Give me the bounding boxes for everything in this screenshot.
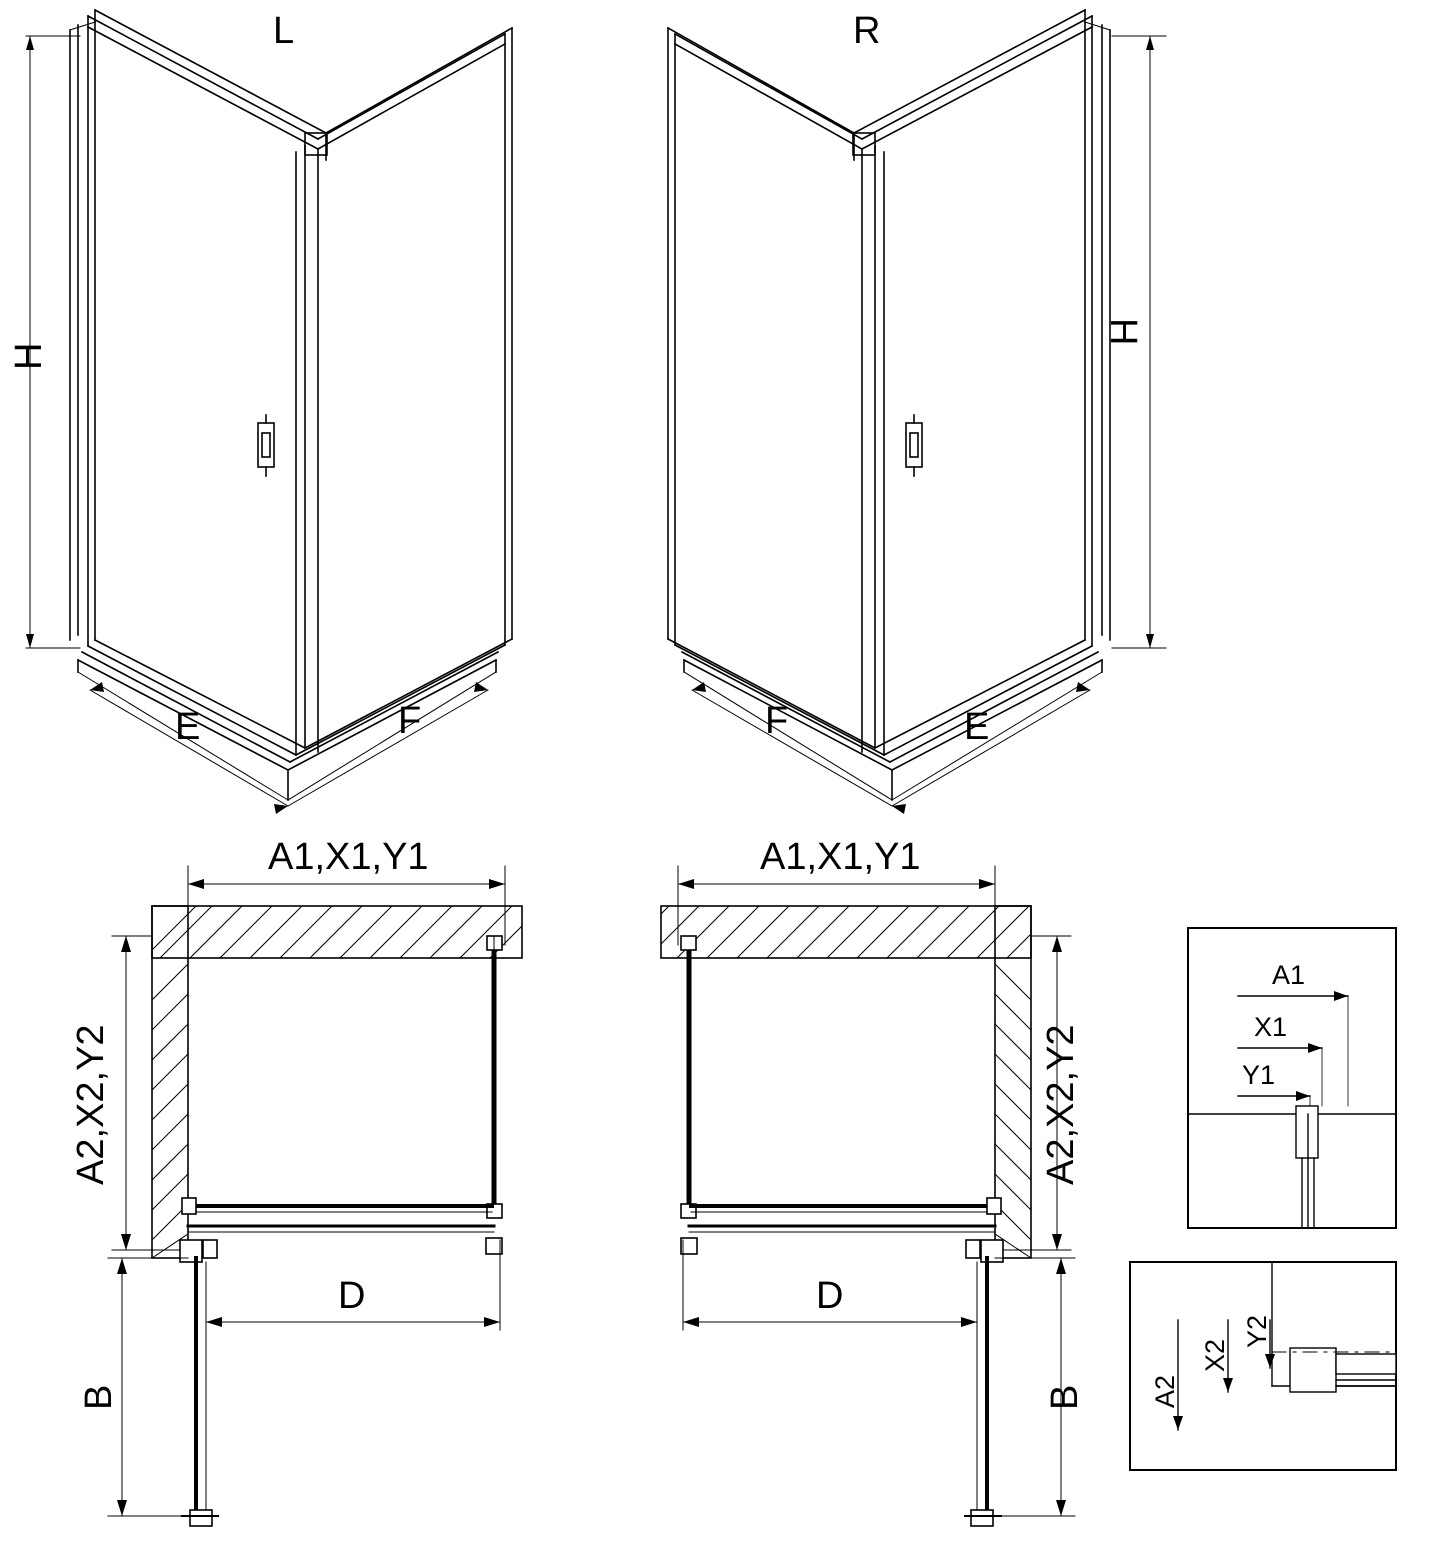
iso-right-front-label: E <box>964 706 990 748</box>
plan-left-door-dimension: D <box>338 1275 366 1317</box>
iso-right-side-label: F <box>765 700 789 742</box>
plan-left-swing-dimension: B <box>78 1384 120 1410</box>
handle-right <box>906 415 922 476</box>
plan-left-side-dimension: A2,X2,Y2 <box>70 1024 112 1185</box>
detail-bottom-box <box>1130 1262 1396 1470</box>
iso-right-view <box>668 10 1166 814</box>
detail-y1-label: Y1 <box>1242 1060 1276 1090</box>
iso-left-title: L <box>273 10 295 52</box>
iso-left-view <box>26 10 512 814</box>
plan-left-top-dimension: A1,X1,Y1 <box>268 836 429 878</box>
detail-x1-label: X1 <box>1254 1012 1288 1042</box>
plan-right-door-dimension: D <box>816 1275 844 1317</box>
iso-left-height-label: H <box>8 342 50 370</box>
iso-left-front-label: E <box>175 706 201 748</box>
plan-right-side-dimension: A2,X2,Y2 <box>1040 1024 1082 1185</box>
detail-a1-label: A1 <box>1272 960 1306 990</box>
detail-a2-label: A2 <box>1150 1374 1180 1408</box>
detail-y2-label: Y2 <box>1242 1314 1272 1348</box>
handle-left <box>258 415 274 476</box>
iso-left-side-label: F <box>398 700 422 742</box>
iso-right-height-label: H <box>1102 318 1144 346</box>
detail-x2-label: X2 <box>1200 1338 1230 1372</box>
plan-left-view <box>108 866 522 1526</box>
plan-right-swing-dimension: B <box>1044 1384 1086 1410</box>
iso-right-title: R <box>853 10 881 52</box>
plan-right-top-dimension: A1,X1,Y1 <box>760 836 921 878</box>
plan-right-view <box>661 866 1075 1526</box>
